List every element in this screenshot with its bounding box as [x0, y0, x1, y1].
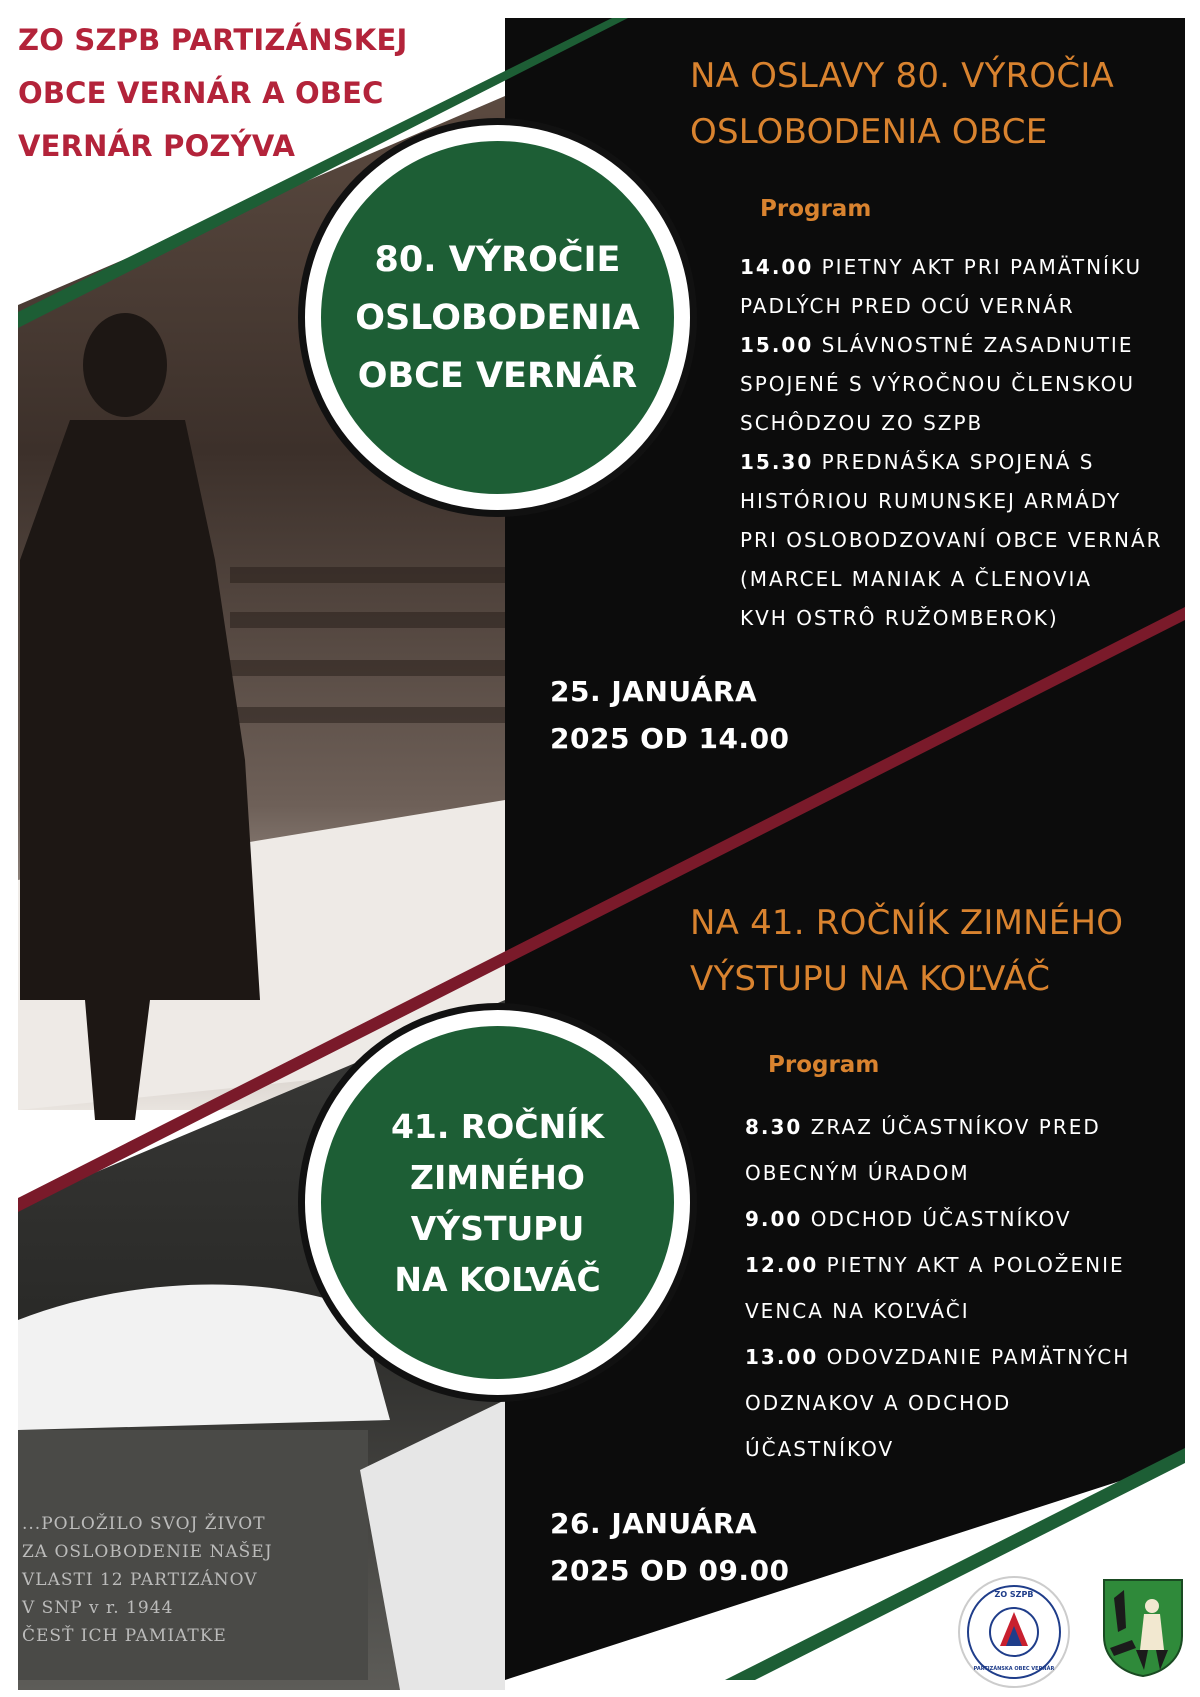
schedule-text: (MARCEL MANIAK A ČLENOVIA	[740, 567, 1093, 591]
schedule-text: ZRAZ ÚČASTNÍKOV PRED	[810, 1115, 1101, 1139]
schedule-time: 8.30	[745, 1115, 803, 1139]
schedule-text: PIETNY AKT PRI PAMÄTNÍKU	[821, 255, 1143, 279]
schedule-line	[740, 365, 1163, 404]
event2-title-line: NA 41. ROČNÍK ZIMNÉHO	[690, 903, 1124, 943]
event1-circle-line: 80. VÝROČIE	[374, 239, 621, 280]
event2-program-label: Program	[768, 1052, 880, 1078]
event2-circle-line: NA KOĽVÁČ	[394, 1259, 601, 1299]
vernar-shield-graphic	[1102, 1578, 1184, 1678]
header-line: VERNÁR POZÝVA	[18, 129, 296, 163]
inscription-line: ZA OSLOBODENIE NAŠEJ	[22, 1542, 273, 1562]
schedule-text: ODCHOD ÚČASTNÍKOV	[810, 1207, 1072, 1231]
event2-circle-line: ZIMNÉHO	[410, 1157, 585, 1197]
schedule-text: HISTÓRIOU RUMUNSKEJ ARMÁDY	[740, 489, 1122, 513]
schedule-text: KVH OSTRÔ RUŽOMBEROK)	[740, 606, 1059, 630]
inscription-line: ČESŤ ICH PAMIATKE	[22, 1626, 227, 1646]
event1-date-line: 25. JANUÁRA	[550, 675, 758, 708]
inscription-line: V SNP v r. 1944	[22, 1598, 174, 1618]
schedule-line	[745, 1380, 1130, 1426]
event2-circle-line: 41. ROČNÍK	[390, 1106, 605, 1146]
schedule-line	[745, 1150, 1130, 1196]
event2-date-line: 26. JANUÁRA	[550, 1507, 758, 1540]
event1-title-line: NA OSLAVY 80. VÝROČIA	[690, 56, 1115, 96]
schedule-text: VENCA NA KOĽVÁČI	[745, 1299, 970, 1323]
snow-on-stone	[18, 1285, 390, 1430]
header-line: OBCE VERNÁR A OBEC	[18, 76, 384, 110]
event1-circle-line: OSLOBODENIA	[355, 297, 640, 338]
event2-circle-line: VÝSTUPU	[410, 1208, 585, 1248]
schedule-text: OBECNÝM ÚRADOM	[745, 1161, 970, 1185]
schedule-text: PADLÝCH PRED OCÚ VERNÁR	[740, 294, 1075, 318]
event2-circle	[305, 1010, 690, 1395]
vernar-coat-of-arms	[1102, 1578, 1184, 1678]
event2-date	[550, 1500, 790, 1594]
schedule-line	[740, 482, 1163, 521]
event1-date	[550, 668, 790, 762]
inscription-line: ...POLOŽILO SVOJ ŽIVOT	[22, 1514, 266, 1534]
event2-title	[690, 895, 1123, 1007]
schedule-text: ODOVZDANIE PAMÄTNÝCH	[826, 1345, 1131, 1369]
schedule-text: PREDNÁŠKA SPOJENÁ S	[821, 450, 1095, 474]
schedule-line	[740, 599, 1163, 638]
schedule-line	[745, 1426, 1130, 1472]
schedule-text: SPOJENÉ S VÝROČNOU ČLENSKOU	[740, 372, 1136, 396]
szpb-logo-bottom-text: PARTIZÁNSKA OBEC VERNÁR	[973, 1666, 1055, 1672]
schedule-text: PIETNY AKT A POLOŽENIE	[826, 1253, 1125, 1277]
event1-date-line: 2025 OD 14.00	[550, 722, 790, 755]
schedule-text: SLÁVNOSTNÉ ZASADNUTIE	[821, 333, 1134, 357]
event1-schedule	[740, 248, 1163, 638]
schedule-text: ODZNAKOV A ODCHOD	[745, 1391, 1012, 1415]
schedule-line	[740, 404, 1163, 443]
szpb-logo-top-text: ZO SZPB	[994, 1590, 1034, 1599]
event2-date-line: 2025 OD 09.00	[550, 1554, 790, 1587]
schedule-time: 12.00	[745, 1253, 819, 1277]
inscription-line: VLASTI 12 PARTIZÁNOV	[22, 1570, 258, 1590]
schedule-time: 15.00	[740, 333, 814, 357]
szpb-round-logo	[958, 1576, 1070, 1688]
event2-title-line: VÝSTUPU NA KOĽVÁČ	[690, 959, 1051, 999]
schedule-time: 14.00	[740, 255, 814, 279]
event1-circle-line: OBCE VERNÁR	[357, 355, 638, 396]
schedule-line	[740, 326, 1163, 365]
schedule-line	[740, 248, 1163, 287]
event1-circle	[305, 125, 690, 510]
schedule-line	[745, 1242, 1130, 1288]
schedule-line	[740, 560, 1163, 599]
memorial-inscription	[22, 1510, 362, 1650]
event1-program-label: Program	[760, 196, 872, 222]
schedule-text: ÚČASTNÍKOV	[745, 1437, 895, 1461]
schedule-text: PRI OSLOBODZOVANÍ OBCE VERNÁR	[740, 528, 1163, 552]
schedule-line	[745, 1288, 1130, 1334]
schedule-line	[745, 1104, 1130, 1150]
schedule-line	[745, 1334, 1130, 1380]
schedule-line	[745, 1196, 1130, 1242]
header-line: ZO SZPB PARTIZÁNSKEJ	[18, 23, 408, 57]
schedule-line	[740, 443, 1163, 482]
schedule-time: 15.30	[740, 450, 814, 474]
schedule-line	[740, 521, 1163, 560]
schedule-text: SCHÔDZOU ZO SZPB	[740, 411, 984, 435]
event2-schedule	[745, 1104, 1130, 1472]
schedule-line	[740, 287, 1163, 326]
event1-title-line: OSLOBODENIA OBCE	[690, 112, 1048, 152]
schedule-time: 13.00	[745, 1345, 819, 1369]
event1-title	[690, 48, 1114, 160]
schedule-time: 9.00	[745, 1207, 803, 1231]
